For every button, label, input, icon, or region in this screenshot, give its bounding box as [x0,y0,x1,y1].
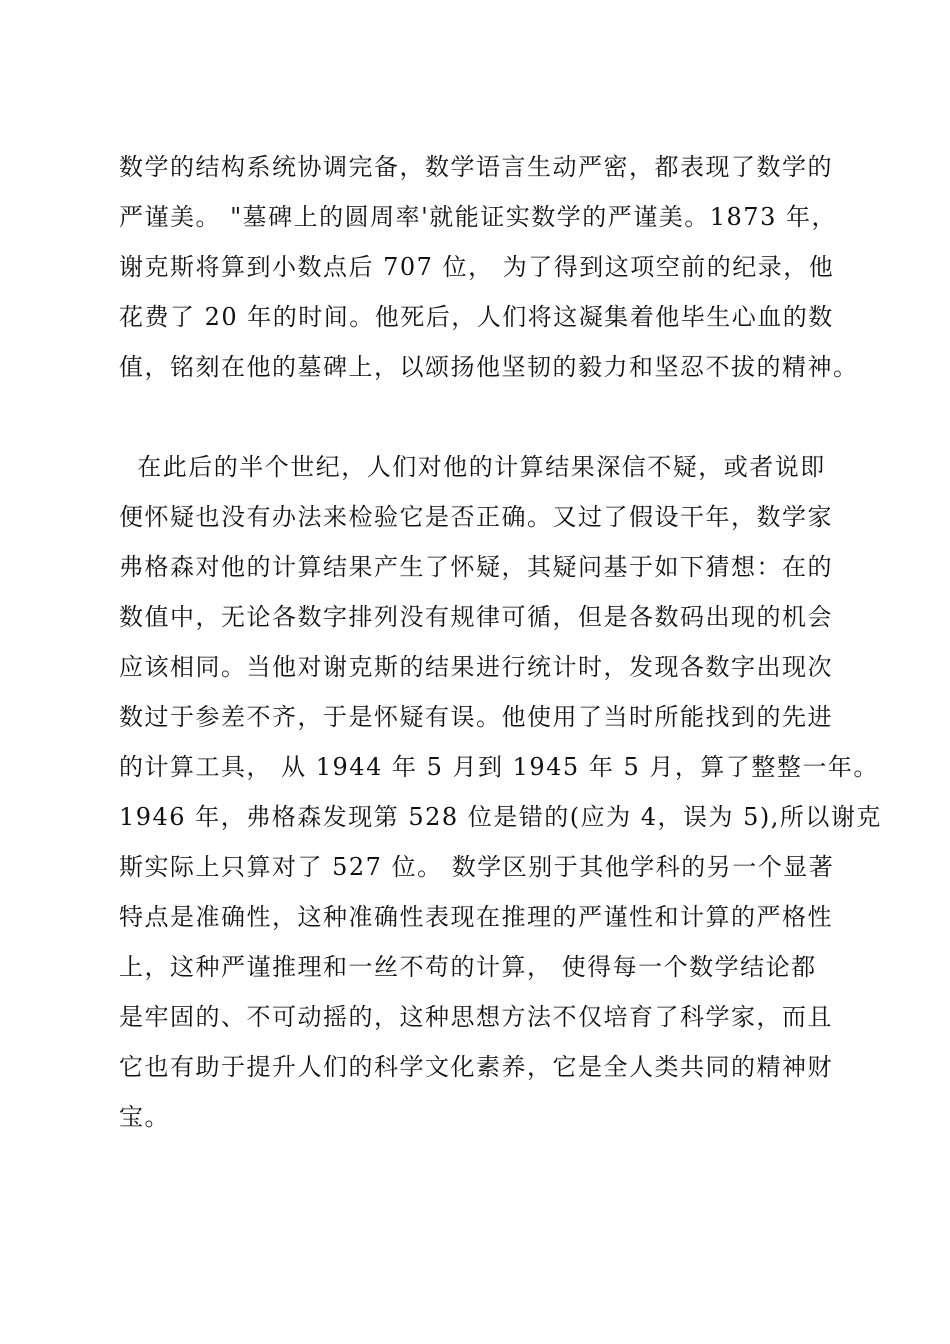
paragraph-2-line-5: 应该相同。当他对谢克斯的结果进行统计时，发现各数字出现次 [119,653,833,681]
paragraph-2-line-7: 的计算工具， 从 1944 年 5 月到 1945 年 5 月，算了整整一年。 [119,753,879,781]
paragraph-2-line-13: 它也有助于提升人们的科学文化素养，它是全人类共同的精神财 [119,1053,833,1081]
paragraph-2-line-11: 上，这种严谨推理和一丝不苟的计算， 使得每一个数学结论都 [119,953,817,981]
paragraph-1-line-2: 严谨美。 "墓碑上的圆周率'就能证实数学的严谨美。1873 年， [119,203,837,231]
paragraph-1-line-1: 数学的结构系统协调完备，数学语言生动严密，都表现了数学的 [119,153,833,181]
paragraph-1-line-5: 值，铭刻在他的墓碑上，以颂扬他坚韧的毅力和坚忍不拔的精神。 [119,353,859,381]
paragraph-2-line-12: 是牢固的、不可动摇的，这种思想方法不仅培育了科学家，而且 [119,1003,833,1031]
paragraph-2-line-1: 在此后的半个世纪，人们对他的计算结果深信不疑，或者说即 [119,453,826,481]
paragraph-2-line-3: 弗格森对他的计算结果产生了怀疑，其疑问基于如下猜想：在的 [119,553,833,581]
paragraph-2-line-6: 数过于参差不齐，于是怀疑有误。他使用了当时所能找到的先进 [119,703,833,731]
paragraph-1-line-3: 谢克斯将算到小数点后 707 位， 为了得到这项空前的纪录，他 [119,253,835,281]
paragraph-2-line-9: 斯实际上只算对了 527 位。 数学区别于其他学科的另一个显著 [119,853,835,881]
paragraph-2-line-2: 便怀疑也没有办法来检验它是否正确。又过了假设干年，数学家 [119,503,833,531]
paragraph-1-line-4: 花费了 20 年的时间。他死后，人们将这凝集着他毕生心血的数 [119,303,834,331]
paragraph-2-line-8: 1946 年，弗格森发现第 528 位是错的(应为 4，误为 5),所以谢克 [119,803,882,831]
paragraph-2-line-10: 特点是准确性，这种准确性表现在推理的严谨性和计算的严格性 [119,903,833,931]
paragraph-2-line-4: 数值中，无论各数字排列没有规律可循，但是各数码出现的机会 [119,603,833,631]
paragraph-2-line-14: 宝。 [119,1103,170,1131]
